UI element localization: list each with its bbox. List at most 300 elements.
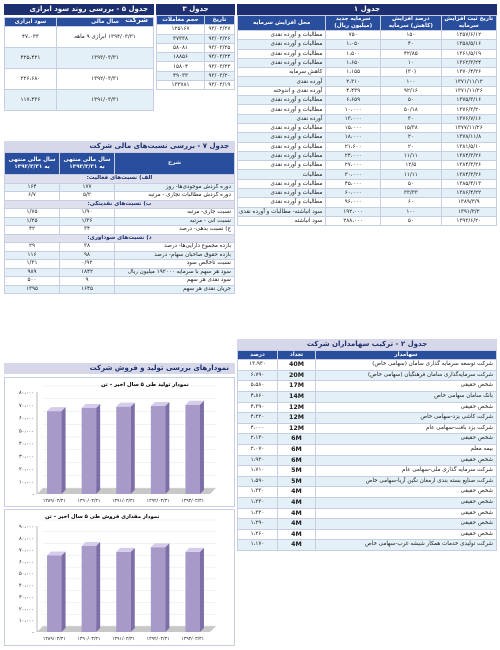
chart-y-tick: ۵۰،۰۰۰ [18,428,34,435]
ratio-row [5,192,235,201]
ratio-value: ۳۴ [60,226,115,235]
shareholder-count: 40M [278,360,316,371]
table1-cell: ۲۱،۶۰۰ [326,142,381,151]
table1-cell: ۱،۵۰۰ [326,49,381,58]
financial-ratios-table [4,152,235,294]
table1-cell: ۶،۶۵۹ [326,96,381,105]
chart-bar [47,555,62,632]
table2-row [238,423,497,434]
table5-cell: ۱۳۹۲/۰۳/۳۱ [56,69,153,90]
shareholder-count: 20M [278,370,316,381]
ratio-value: ۱۶۴ [5,183,60,192]
table2-row [238,445,497,456]
table1-cell: ۱۲/۵ [381,161,442,170]
table1-cell: ۲۷،۰۰۰ [326,161,381,170]
table1-cell: سود انباشته [238,216,326,225]
table7-title: جدول ۷ - بررسی نسبت‌های مالی شرکت [4,141,235,152]
ratio-label: بازده مجموع دارایی‌ها- درصد [115,243,235,252]
chart-y-tick: ۷۰،۰۰۰ [18,547,34,554]
table1-cell: ۱۳۸۹/۳/۹ [441,198,496,207]
chart-y-tick: ۸۰،۰۰۰ [18,535,34,542]
shareholder-name: شرکت صنایع بسته بندی ارمغان نگین آریا-سهامی خاص [316,476,497,487]
table1-row [238,179,497,188]
sales-chart-svg [5,510,234,645]
table3-cell: ۱۵۸۰۴ [157,62,205,71]
table3-cell: ۱۸۸۵۶ [157,53,205,62]
chart-x-tick: ۱۳۸۹/۰۳/۳۱ [42,637,66,642]
shareholder-percent: ۲،۰۷۰ [238,445,278,456]
table1-cell: ۱۹۲،۰۰۰ [326,207,381,216]
table1-row [238,198,497,207]
ratio-section-label: ب) نسبت‌های نقدینگی: [5,200,235,209]
table3-header-col-1: حجم معاملات [157,16,205,25]
table2-row [238,360,497,371]
table2-row [238,540,497,551]
chart-x-tick: ۱۳۹۱/۰۳/۳۱ [112,637,135,642]
table2-row [238,529,497,540]
trade-volume-table [156,15,235,90]
table1-cell: مطالبات و آورده نقدی [238,189,326,198]
table1-cell: ۲،۳۱۰ [326,77,381,86]
table1-row [238,123,497,132]
table3-cell: ۹۳/۰۳/۱۹ [204,81,234,90]
production-chart [4,377,235,507]
shareholder-percent: ۱،۲۹۰ [238,519,278,530]
table1-cell: ۵۰ [381,96,442,105]
table1-cell: ۱۳۷۶/۷/۱۶ [441,114,496,123]
ratio-value: ۱۱۶ [5,251,60,260]
table3-row [157,43,235,52]
table1-cell: ۱۳۶۱/۵/۱۹ [441,49,496,58]
shareholder-percent: ۱،۳۳۰ [238,498,278,509]
chart-bar-side [131,548,135,632]
table5-header-col-1: سود ابرازی [5,18,57,27]
table2-row [238,519,497,530]
table1-cell: ۹۶،۰۰۰ [326,198,381,207]
table5-cell: ۴۲۵،۴۲۱ [5,48,57,69]
table1-cell: ۱۵۰ [381,31,442,40]
shareholder-count: 12M [278,402,316,413]
table1-row [238,96,497,105]
chart-y-tick: ۹۰،۰۰۰ [18,524,34,530]
ratio-label: دوره گردش موجودی‌ها- روز [115,183,235,192]
table1-cell: ۱۳۹۱/۳/۲ [441,207,496,216]
table1-cell: ۴۲/۸۵ [381,49,442,58]
ratio-section [5,200,235,209]
table1-cell: ۲۸۸،۰۰۰ [326,216,381,225]
ratio-value: ۰/۹۲ [60,260,115,269]
table3-cell: ۵۸۰۸۱ [157,43,205,52]
table1-row [238,114,497,123]
ratio-label: ج) نسبت بدهی- درصد [115,226,235,235]
ratio-label: نسبت آنی - مرتبه [115,217,235,226]
table1-cell: مطالبات و آورده نقدی [238,179,326,188]
shareholder-percent: ۴،۳۹۰ [238,402,278,413]
table1-cell: سود انباشته- مطالبات و آورده نقدی [238,207,326,216]
table1-cell: ۴۰ [381,40,442,49]
table1-cell: ۱۰۰ [381,77,442,86]
table3-cell: ۹۳/۰۳/۲۴ [204,53,234,62]
table1-cell: ۲۰ [381,142,442,151]
shareholder-percent: ۴،۸۶۰ [238,392,278,403]
chart-bar-side [62,407,66,494]
table7-header-col-2: سال مالی منتهی به ۱۳۹۲/۳/۳۱ [5,153,60,175]
ratio-value: ۱/۳۶ [60,217,115,226]
table1-cell: ۳۳/۳۳ [381,189,442,198]
shareholder-percent: ۱،۷۱۰ [238,466,278,477]
chart-y-tick: ۳۰،۰۰۰ [18,453,34,460]
ratio-row [5,268,235,277]
table1-cell: آورده نقدی [238,114,326,123]
table1-cell: ۱۳۷۸/۱۱/۸ [441,133,496,142]
table1-cell: ۱۵/۳۸ [381,123,442,132]
ratio-label: نسبت جاری- مرتبه [115,209,235,218]
table2-title: جدول ۲ - ترکیب سهامداران شرکت [237,339,497,350]
table1-cell: ۱۰،۰۰۰ [326,105,381,114]
table1-cell: ۱۳۷۱/۱۱/۱۲ [441,77,496,86]
table3-cell: ۱۳۳۷۸۱ [157,81,205,90]
table1-cell: ۳۰،۰۰۰ [326,170,381,179]
ratio-row [5,260,235,269]
chart-x-tick: ۱۳۹۰/۰۳/۳۱ [77,499,101,504]
chart-y-tick: ۳۰،۰۰۰ [18,594,34,601]
shareholder-name: شرکت یزد بافت-سهامی عام [316,423,497,434]
table5-cell: ۴۷،۰۳۳ [5,27,57,48]
table1-cell: ۴،۴۳۹ [326,86,381,95]
table3-cell: ۹۳/۰۳/۲۵ [204,43,234,52]
shareholder-count: 6M [278,434,316,445]
table7-header-col-1: سال مالی منتهی به ۱۳۹۳/۳/۳۱ [60,153,115,175]
ratio-section-label: الف) نسبت‌های فعالیت: [5,175,235,184]
shareholder-percent: ۶،۷۹۰ [238,370,278,381]
table1-cell: ۱۰ [381,58,442,67]
chart-x-tick: ۱۳۹۲/۰۳/۳۱ [146,637,170,642]
ratio-value: ۲۹ [5,243,60,252]
chart-x-tick: ۱۳۹۲/۰۳/۳۱ [146,499,170,504]
table2-header-col-0: سهامدار [316,351,497,360]
table1-cell: ۴۵،۰۰۰ [326,179,381,188]
ratio-value: ۹۸ [60,251,115,260]
table1-title: جدول ۱ [237,4,497,15]
table5-title: جدول ۵ - بررسی روند سود ابرازی شرکت [4,4,154,15]
ratio-value: ۴۲ [5,226,60,235]
table1-cell: ۲۰ [381,133,442,142]
chart-x-tick: ۱۳۹۱/۰۳/۳۱ [112,499,135,504]
table2-row [238,434,497,445]
shareholder-percent: ۱،۵۹۰ [238,476,278,487]
chart-bar [185,405,200,494]
table3-panel [156,4,235,90]
chart-bar-side [200,401,204,494]
table1-cell: ۶۰ [381,198,442,207]
declared-profit-table [4,17,154,111]
chart-y-tick: ۲۰،۰۰۰ [18,606,34,613]
table1-cell: ۲۴،۰۰۰ [326,151,381,160]
table1-cell: مطالبات و آورده نقدی [238,31,326,40]
chart-y-tick: ۱۰،۰۰۰ [18,618,34,625]
table3-cell: ۳۷۳۳۸ [157,34,205,43]
chart-y-tick: ۲۰،۰۰۰ [18,466,34,473]
sales-chart-title: نمودار مقداری فروش طی ۵ سال اخیر – تن [45,514,160,520]
table1-row [238,216,497,225]
table5-row [5,48,154,69]
table1-row [238,151,497,160]
shareholder-percent: ۵،۵۸۰ [238,381,278,392]
table1-cell: ۵۰/۱۸ [381,105,442,114]
table2-row [238,413,497,424]
chart-y-tick: ۷۰،۰۰۰ [18,402,34,409]
ratio-value: ۱۳۹۵ [5,285,60,294]
shareholder-name: شخص حقیقی [316,519,497,530]
table5-row [5,90,154,111]
production-chart-svg [5,378,234,506]
table2-row [238,402,497,413]
shareholder-percent: ۱،۲۶۰ [238,529,278,540]
shareholder-name: شخص حقیقی [316,529,497,540]
table3-row [157,53,235,62]
table1-cell: ۱۳،۰۰۰ [326,114,381,123]
table1-cell: ۷۵۰ [326,31,381,40]
table3-row [157,81,235,90]
chart-y-tick: ۶۰،۰۰۰ [18,415,34,422]
table1-cell: ۱،۶۵۰ [326,58,381,67]
ratio-row [5,217,235,226]
table7-panel [4,141,235,294]
ratio-value: ۶/۷ [5,192,60,201]
table1-cell: مطالبات [238,170,326,179]
shareholder-percent: ۲،۱۳۰ [238,434,278,445]
shareholder-count: 17M [278,381,316,392]
table2-row [238,508,497,519]
shareholder-name: شرکت سرمایه گذاری ملی-سهامی عام [316,466,497,477]
table3-row [157,34,235,43]
table1-row [238,207,497,216]
table1-row [238,86,497,95]
table1-cell: کاهش سرمایه [238,68,326,77]
table3-cell: ۹۳/۰۳/۲۷ [204,25,234,34]
ratio-value: ۵/۲ [60,192,115,201]
table1-cell: مطالبات و آورده نقدی [238,133,326,142]
capital-increase-table [237,15,497,226]
chart-y-tick: ۴۰،۰۰۰ [18,582,34,589]
table1-cell: مطالبات و آورده نقدی [238,198,326,207]
shareholder-name: شرکت توسعه سرمایه گذاری سامان (سهامی خاص) [316,360,497,371]
table1-cell: مطالبات و آورده نقدی [238,142,326,151]
shareholder-name: شخص حقیقی [316,455,497,466]
table1-cell: مطالبات و آورده نقدی [238,40,326,49]
table1-cell: مطالبات و آورده نقدی [238,123,326,132]
ratio-value: ۱/۳۱ [5,260,60,269]
shareholder-percent: ۱،۹۳۰ [238,455,278,466]
chart-y-tick: ۴۰،۰۰۰ [18,441,34,447]
chart-bar-side [96,404,100,494]
ratio-section [5,175,235,184]
shareholder-name: شخص حقیقی [316,487,497,498]
table5-cell: ۲۲۶،۶۸۰ [5,69,57,90]
table1-cell: مطالبات و آورده نقدی [238,49,326,58]
table1-cell: مطالبات و آورده نقدی [238,105,326,114]
table3-row [157,71,235,80]
ratio-value: ۵۰۰ [5,277,60,286]
table2-row [238,498,497,509]
shareholder-count: 4M [278,540,316,551]
shareholder-percent: ۱،۳۳۰ [238,508,278,519]
table1-cell: ۱۳۸۵/۴/۱۳ [441,179,496,188]
table1-cell: ۱۳۶۲/۳/۲۴ [441,58,496,67]
shareholder-percent: ۱۳،۹۳۰ [238,360,278,371]
table1-header-col-3: محل افزایش سرمایه [238,16,326,31]
shareholder-count: 4M [278,529,316,540]
table1-cell: مطالبات و آورده نقدی [238,161,326,170]
shareholder-count: 4M [278,487,316,498]
table1-cell: ۱۵،۰۰۰ [326,123,381,132]
table5-row [5,27,154,48]
shareholder-name: شرکت تولیدی خدمات همکار شیشه غرب-سهامی خاص [316,540,497,551]
table7-header-col-0: شرح [115,153,235,175]
table3-title: جدول ۳ [156,4,235,15]
chart-bar-side [96,542,100,632]
table2-row [238,455,497,466]
table1-cell: ۱۰۰ [381,207,442,216]
table1-cell: آورده نقدی و اندوخته [238,86,326,95]
shareholder-name: شخص حقیقی [316,434,497,445]
ratio-label: سود نقدی هر سهم [115,277,235,286]
ratio-row [5,183,235,192]
table1-cell: ۱۳۸۱/۵/۱۰ [441,142,496,151]
ratio-row [5,251,235,260]
table1-row [238,105,497,114]
table5-cell: ۱۱۷،۴۳۶ [5,90,57,111]
table1-cell: ۵۰ [381,179,442,188]
chart-x-tick: ۱۳۹۳/۰۳/۳۱ [181,637,205,642]
table1-header-col-0: تاریخ ثبت افزایش سرمایه [441,16,496,31]
chart-bar-side [131,403,135,494]
shareholder-name: بیمه معلم [316,445,497,456]
shareholder-count: 12M [278,413,316,424]
ratio-value: ۱/۷۵ [5,209,60,218]
table3-cell: ۱۲۵۱۶۷ [157,25,205,34]
ratio-value: ۱۶۴۵ [60,285,115,294]
shareholder-count: 5M [278,476,316,487]
table1-cell: ۱۳۸۶/۴/۲۲ [441,189,496,198]
chart-bar-side [165,543,169,632]
table1-cell: ۱۱/۱۱ [381,170,442,179]
table3-row [157,62,235,71]
chart-bar-side [165,402,169,494]
table1-cell: ۱۳۷۷/۱۱/۲۶ [441,123,496,132]
chart-y-tick: - [32,492,34,498]
table3-row [157,25,235,34]
table1-row [238,49,497,58]
table1-row [238,189,497,198]
chart-bar-side [200,548,204,632]
table2-row [238,476,497,487]
table5-cell: ۱۳۹۱/۰۳/۳۱ [56,90,153,111]
table1-cell: مطالبات و آورده نقدی [238,151,326,160]
table1-cell: ۱۳۹۳/۶/۲۰ [441,216,496,225]
chart-bar [116,552,131,632]
table1-cell: ۱۳۵۸/۵/۱۶ [441,40,496,49]
chart-bar [116,407,131,494]
table1-cell: (۳۰) [381,68,442,77]
table1-cell: آورده نقدی [238,77,326,86]
table1-cell: ۱۳۷۱/۱۱/۲۶ [441,86,496,95]
table1-cell: مطالبات و آورده نقدی [238,58,326,67]
ratio-value: ۹ [60,277,115,286]
ratio-value: ۱/۲۵ [5,217,60,226]
table1-cell: ۱۳۸۴/۳/۲۶ [441,170,496,179]
chart-y-tick: - [32,630,34,636]
table1-cell: ۱۸،۰۰۰ [326,133,381,142]
table1-cell: ۹۲/۱۶ [381,86,442,95]
shareholder-count: 4M [278,498,316,509]
shareholder-name: شخص حقیقی [316,508,497,519]
chart-bar [151,547,166,632]
chart-bar [82,408,97,494]
table1-cell: ۵۰ [381,216,442,225]
table1-panel [237,4,497,226]
production-chart-title: نمودار تولید طی ۵ سال اخیر – تن [101,382,189,388]
table2-panel [237,339,497,551]
shareholder-name: شخص حقیقی [316,381,497,392]
chart-y-tick: ۵۰،۰۰۰ [18,571,34,578]
table2-row [238,466,497,477]
ratio-value: ۳۸ [60,243,115,252]
table1-row [238,58,497,67]
shareholder-percent: ۱،۳۳۰ [238,487,278,498]
shareholder-name: شخص حقیقی [316,498,497,509]
table1-row [238,68,497,77]
table2-row [238,370,497,381]
chart-bar [82,546,97,632]
ratio-value: ۹۸۹ [5,268,60,277]
table2-row [238,381,497,392]
table1-cell: ۳۰ [381,114,442,123]
table1-cell: ۱۳۷۶/۳/۲۰ [441,105,496,114]
table1-cell: ۱،۰۵۰ [326,40,381,49]
table3-cell: ۹۳/۰۳/۲۳ [204,62,234,71]
table1-cell: ۱۳۸۴/۳/۲۶ [441,151,496,160]
ratio-value: ۱۷۷ [60,183,115,192]
ratio-value: ۱/۹۰ [60,209,115,218]
table1-cell: ۱۱/۱۱ [381,151,442,160]
table1-cell: ۱۳۸۴/۳/۲۶ [441,161,496,170]
chart-x-tick: ۱۳۸۹/۰۳/۳۱ [42,499,66,504]
chart-bar [151,406,166,494]
charts-title: نمودارهای بررسی تولید و فروش شرکت [4,363,235,374]
table3-cell: ۴۹۰۳۳ [157,71,205,80]
table2-row [238,392,497,403]
ratio-label: دوره گردش مطالبات تجاری - مرتبه [115,192,235,201]
table1-cell: ۶۰،۰۰۰ [326,189,381,198]
ratio-label: جریان نقدی هر سهم [115,285,235,294]
ratio-row [5,277,235,286]
table2-row [238,487,497,498]
table1-header-col-1: درصد افزایش (کاهش) سرمایه [381,16,442,31]
chart-bar [185,552,200,632]
table5-cell: ۱۳۹۴/۰۳/۳۱ ابرازی ۹ ماهه [56,27,153,48]
table5-cell: ۱۳۹۳/۰۳/۳۱ [56,48,153,69]
chart-x-tick: ۱۳۹۳/۰۳/۳۱ [181,499,205,504]
table1-cell: ۱۳۵۷/۶/۱۲ [441,31,496,40]
shareholder-name: شرکت کاشی یزد-سهامی خاص [316,413,497,424]
shareholder-count: 12M [278,423,316,434]
chart-bar [47,411,62,494]
table1-row [238,133,497,142]
ratio-row [5,243,235,252]
shareholder-percent: ۴،۰۰۰ [238,423,278,434]
sales-chart [4,509,235,646]
